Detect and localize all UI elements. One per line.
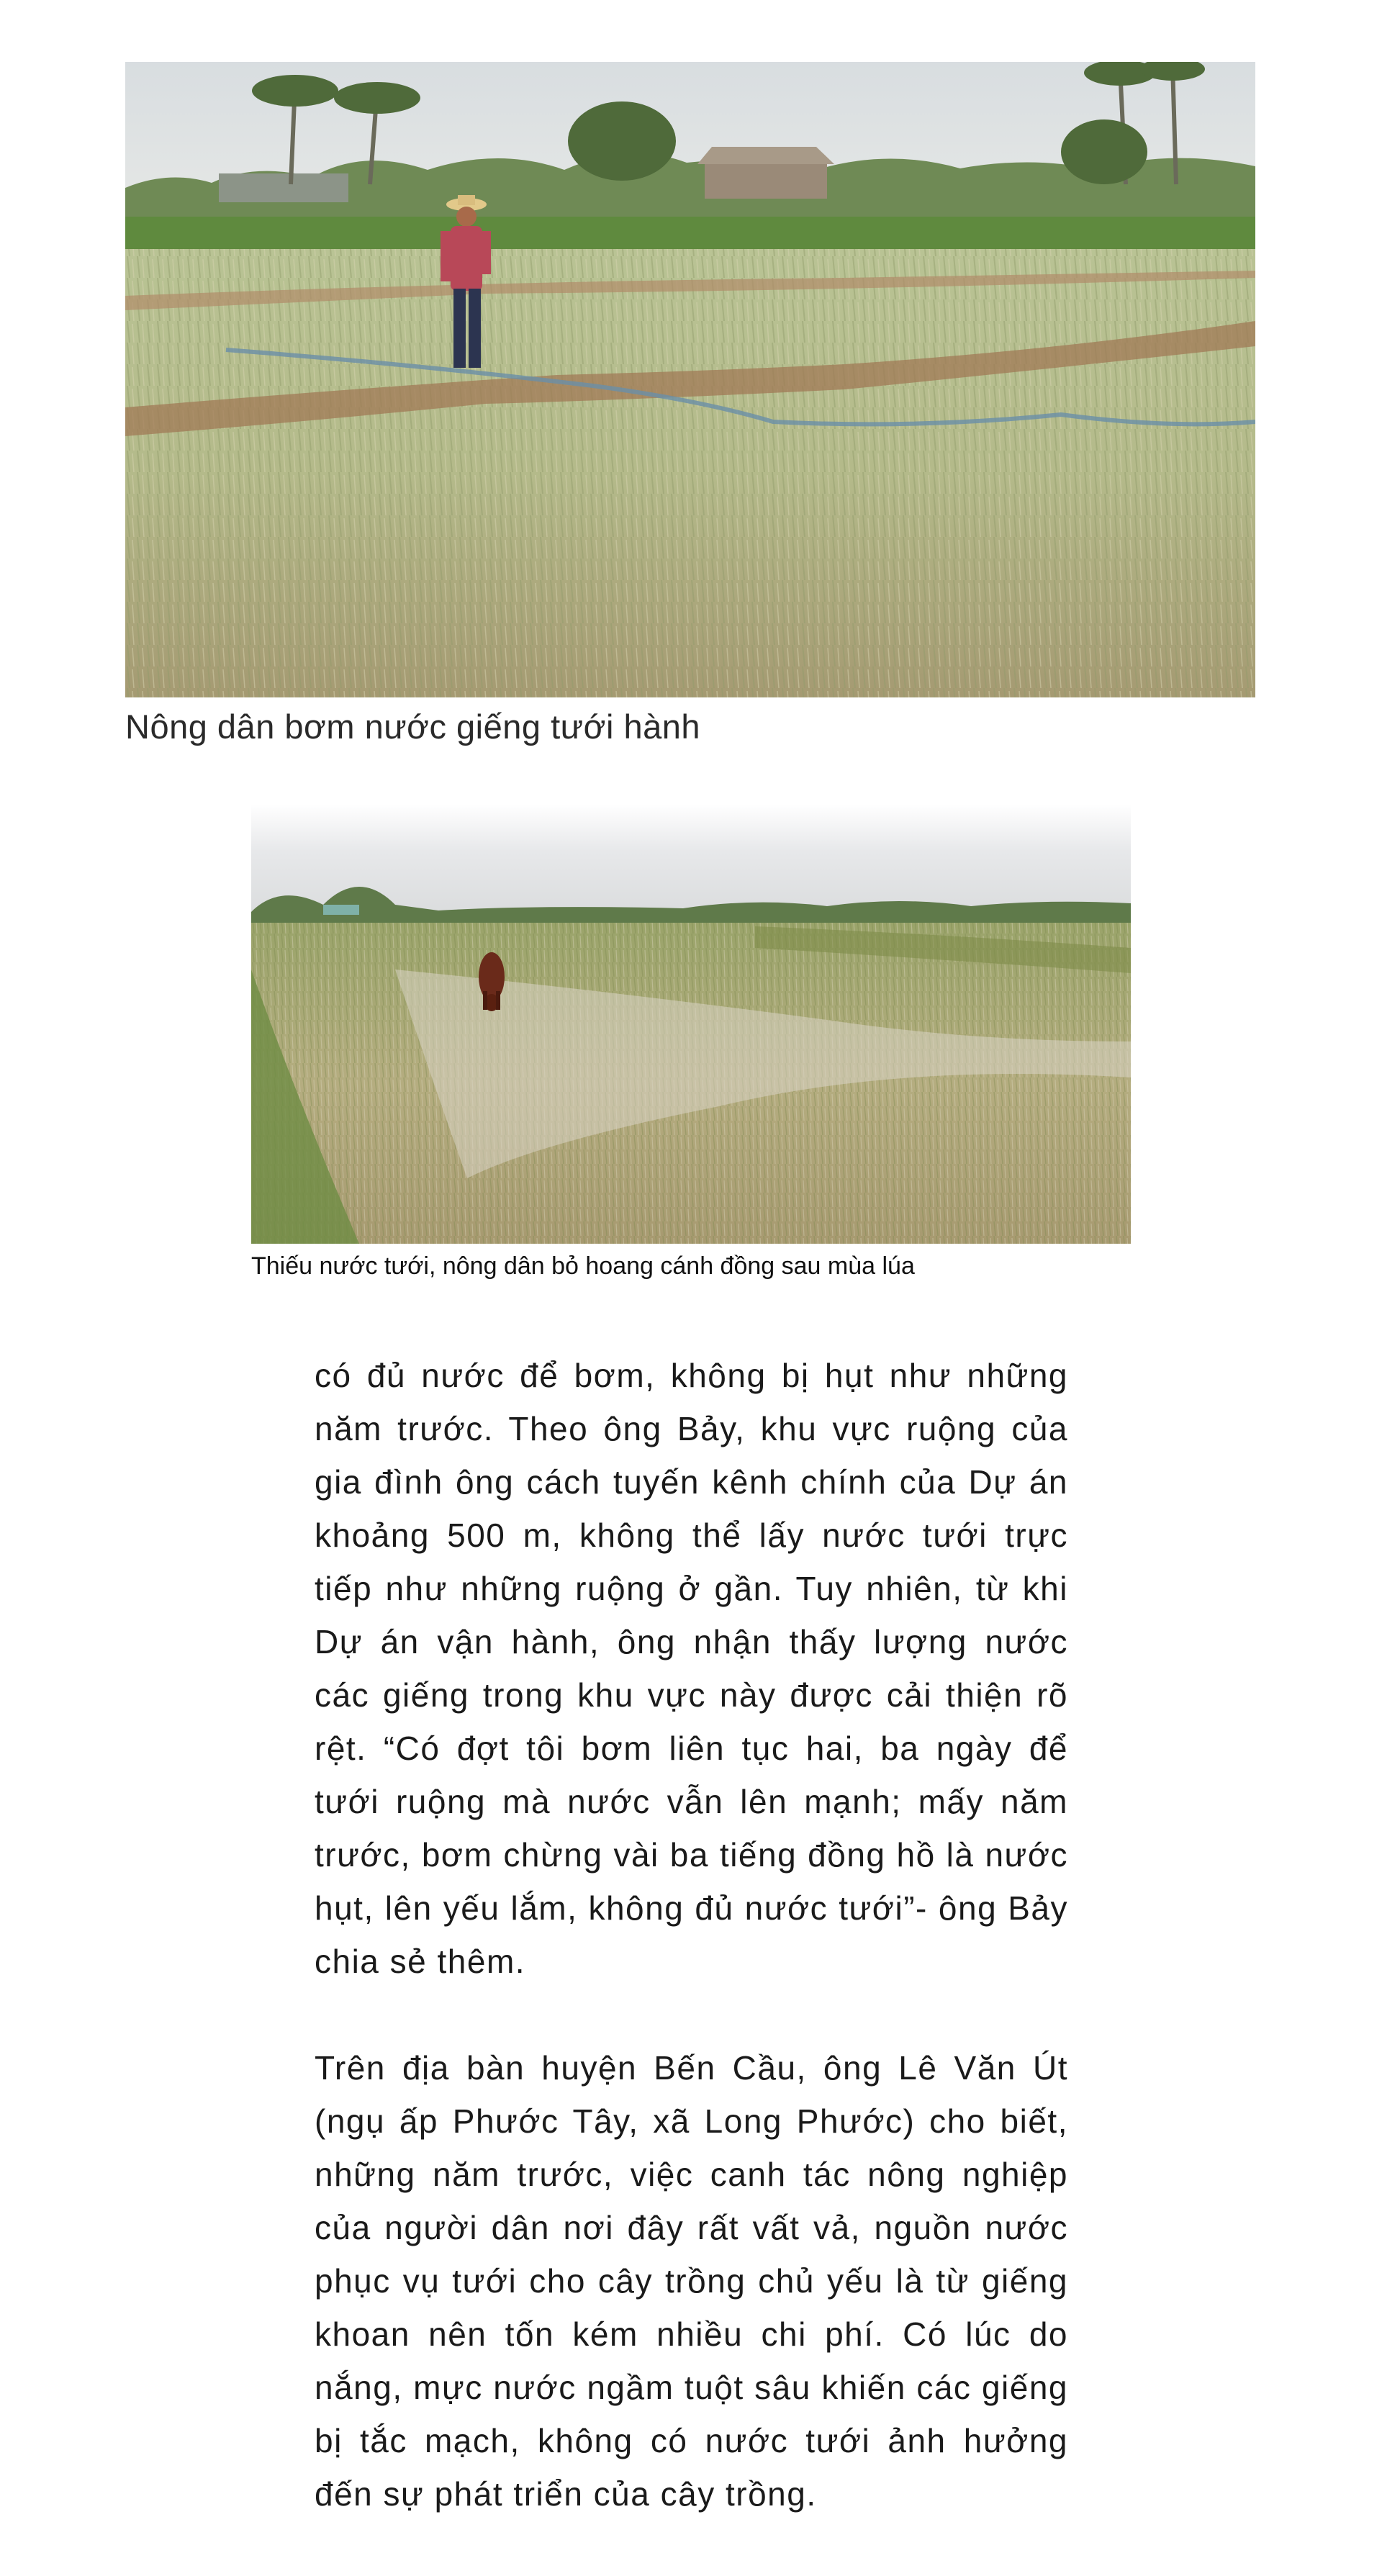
figure-caption: Nông dân bơm nước giếng tưới hành [125, 708, 700, 746]
farmer-onion-field-image [125, 62, 1255, 697]
article-paragraph: Trên địa bàn huyện Bến Cầu, ông Lê Văn Út (ngụ ấp Phước Tây, xã Long Phước) cho biết, những năm trước, việc canh tác nông nghiệp của người dân nơi đây rất vất vả, nguồn nước phục vụ tưới cho cây trồng chủ yếu là từ giếng khoan nên tốn kém nhiều chi phí. Có lúc do nắng, mực nước ngầm tuột sâu khiến các giếng bị tắc mạch, không có nước tưới ảnh hưởng đến sự phát triển của cây trồng. [315, 2049, 1068, 2513]
figure-caption: Thiếu nước tưới, nông dân bỏ hoang cánh đồng sau mùa lúa [251, 1252, 915, 1280]
cow-abandoned-field-image [251, 804, 1131, 1244]
photo-cow-abandoned-field [251, 804, 1131, 1244]
article-paragraph: có đủ nước để bơm, không bị hụt như những năm trước. Theo ông Bảy, khu vực ruộng của gia đình ông cách tuyến kênh chính của Dự án khoảng 500 m, không thể lấy nước tưới trực tiếp như những ruộng ở gần. Tuy nhiên, từ khi Dự án vận hành, ông nhận thấy lượng nước các giếng trong khu vực này được cải thiện rõ rệt. “Có đợt tôi bơm liên tục hai, ba ngày để tưới ruộng mà nước vẫn lên mạnh; mấy năm trước, bơm chừng vài ba tiếng đồng hồ là nước hụt, lên yếu lắm, không đủ nước tưới”- ông Bảy chia sẻ thêm. [315, 1357, 1068, 1980]
photo-farmer-onion-field [125, 62, 1255, 697]
